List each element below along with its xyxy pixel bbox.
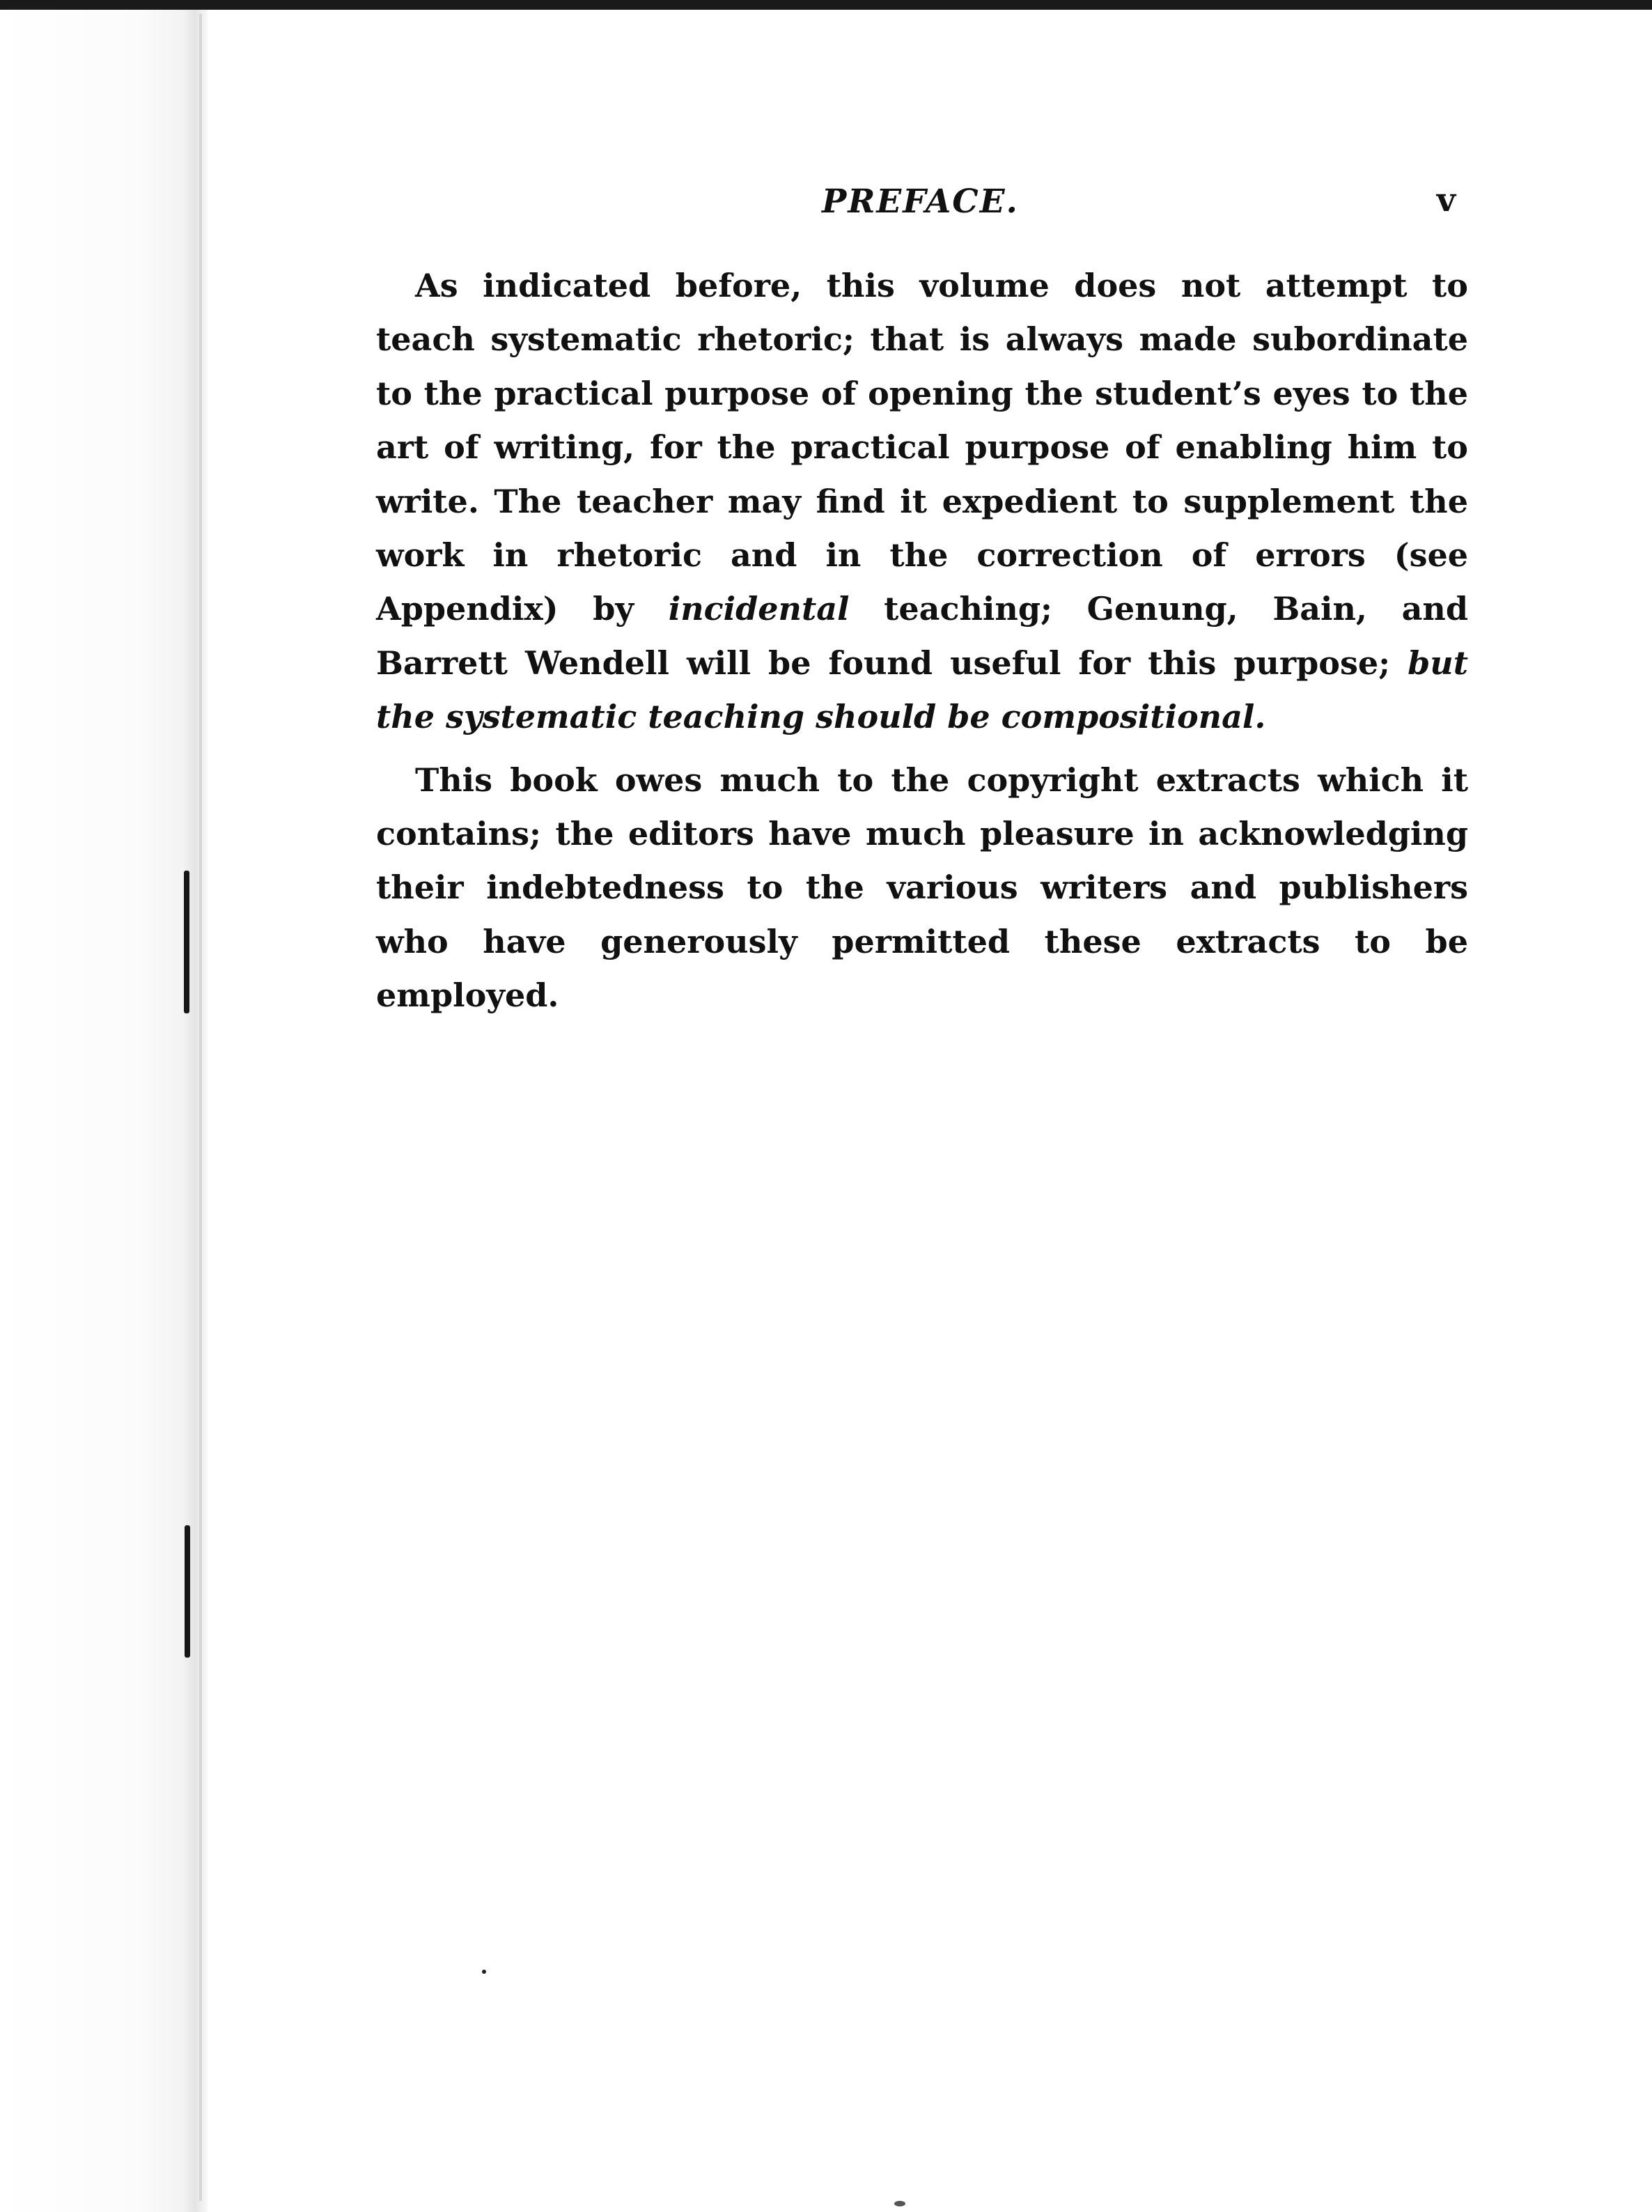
- paragraph-2: This book owes much to the copyright extracts which it contains; the editors have much pleasure in acknowledging their indebtedness to the various writers and publishers who have generously permitted these extracts to be employed.: [376, 761, 1468, 1015]
- page-number: v: [1436, 181, 1456, 219]
- scan-top-border: [0, 0, 1652, 10]
- page-title: PREFACE.: [822, 182, 1019, 221]
- ink-smudge: [894, 2201, 905, 2206]
- emphasis-incidental: incidental: [668, 590, 850, 628]
- gutter-fold-line: [199, 14, 202, 2201]
- paragraph-1: [376, 259, 1468, 745]
- binding-gutter: [0, 10, 209, 2212]
- running-head: [376, 182, 1463, 224]
- scan-mark-lower: [185, 1525, 190, 1658]
- emphasis-compositional: but the systematic teaching should be compositional.: [376, 644, 1468, 736]
- scan-mark-upper: [184, 871, 189, 1013]
- ink-speck: [482, 1970, 486, 1974]
- paragraph-1-text-start: As indicated before, this volume does not attempt to teach systematic rhetoric; that is always made subordinate to the practical purpose of opening the student’s eyes to the art of writing, for the practical purpose of enabling him to write. The teacher may find it expedient to supplement the work in rhetoric and in the correction of errors (see Appendix) by: [376, 267, 1468, 628]
- paragraph-1-text-middle: teaching; Genung, Bain, and Barrett Wendell will be found useful for this purpose;: [376, 590, 1468, 682]
- preface-body: [376, 259, 1468, 1023]
